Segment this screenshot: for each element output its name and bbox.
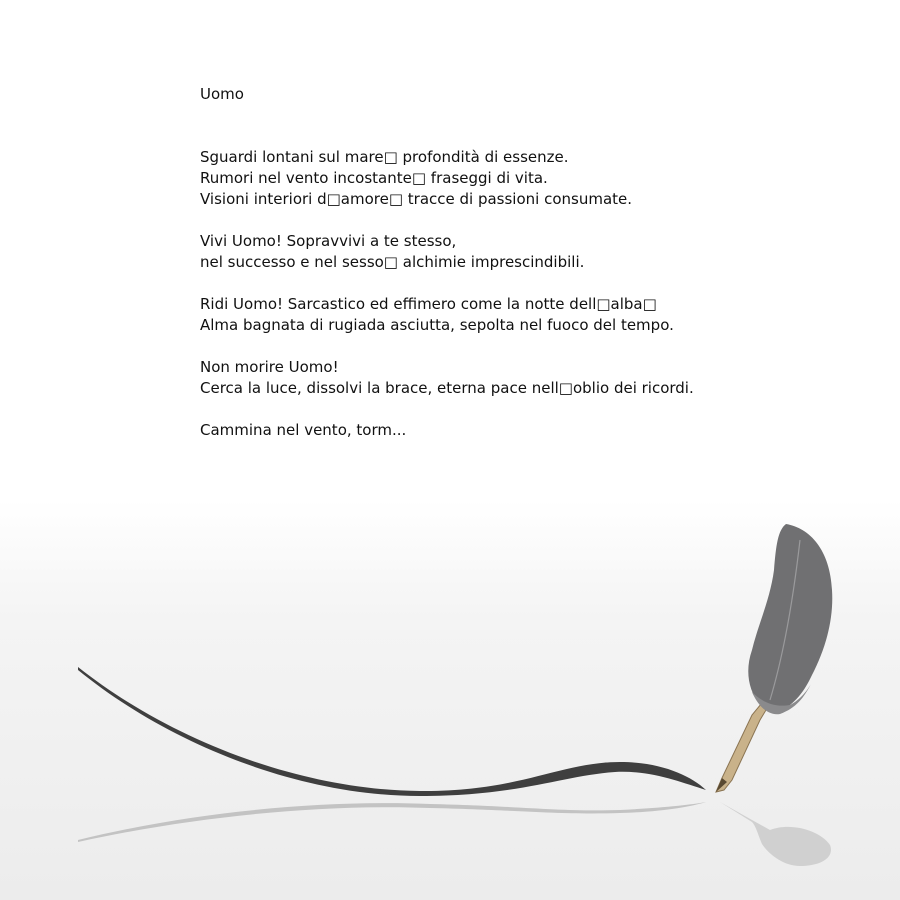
stanza-1 [200,147,720,210]
poem-text [200,84,720,462]
poem-line: Cammina nel vento, torm... [200,421,407,439]
poem-line: Rumori nel vento incostante□ fraseggi di vita. [200,169,548,187]
quill-pen-icon [0,500,900,900]
poem-line: nel successo e nel sesso□ alchimie imprescindibili. [200,253,585,271]
ink-reflection [78,802,706,842]
poem-line: Cerca la luce, dissolvi la brace, eterna pace nell□oblio dei ricordi. [200,379,694,397]
poem-title: Uomo [200,85,244,103]
poem-line: Ridi Uomo! Sarcastico ed effimero come la notte dell□alba□ [200,295,657,313]
quill-nib [716,698,772,792]
stanza-5 [200,420,720,441]
stanza-2 [200,231,720,273]
title-spacer [200,105,720,147]
poem-line: Sguardi lontani sul mare□ profondità di essenze. [200,148,569,166]
poem-line: Non morire Uomo! [200,358,339,376]
poem-line: Visioni interiori d□amore□ tracce di passioni consumate. [200,190,633,208]
ink-stroke [78,667,706,796]
stanza-4 [200,357,720,399]
quill-feather [748,524,832,713]
quill-reflection [720,802,831,866]
stanza-3 [200,294,720,336]
poem-line: Alma bagnata di rugiada asciutta, sepolta nel fuoco del tempo. [200,316,674,334]
poem-line: Vivi Uomo! Sopravvivi a te stesso, [200,232,457,250]
